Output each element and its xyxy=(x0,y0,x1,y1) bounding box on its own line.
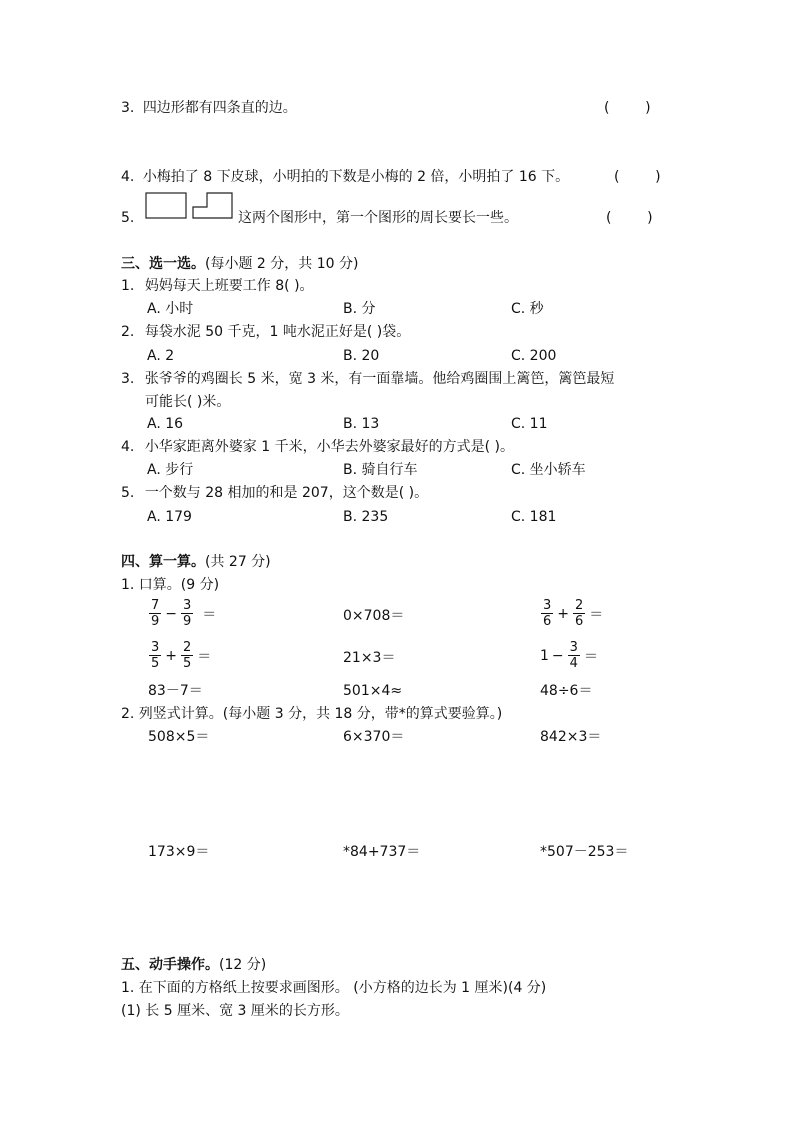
vertical-calc: 6×370＝ xyxy=(343,729,405,745)
question-text: 每袋水泥 50 千克，1 吨水泥正好是( )袋。 xyxy=(144,324,411,340)
drawing-question: 1. 在下面的方格纸上按要求画图形。 (小方格的边长为 1 厘米)(4 分) xyxy=(121,980,547,996)
mc-question-5 xyxy=(121,484,428,502)
answer-paren[interactable]: ( ) xyxy=(606,210,653,226)
option-b[interactable]: B. 骑自行车 xyxy=(343,462,418,478)
option-c[interactable]: C. 200 xyxy=(511,348,557,364)
question-text: 妈妈每天上班要工作 8( )。 xyxy=(144,278,314,294)
vertical-calc: *507－253＝ xyxy=(540,844,629,860)
option-a[interactable]: A. 179 xyxy=(147,509,192,525)
oral-calc: 0×708＝ xyxy=(343,608,405,624)
tf-item-5-text: 这两个图形中，第一个图形的周长要长一些。 xyxy=(238,210,518,226)
question-text: 一个数与 28 相加的和是 207，这个数是( )。 xyxy=(144,485,429,501)
operator: + xyxy=(557,605,570,622)
answer-paren[interactable]: ( ) xyxy=(604,100,651,116)
mc-question-3 xyxy=(121,370,614,388)
equals-sign: ＝ xyxy=(589,606,604,623)
tf-item-4 xyxy=(121,168,569,186)
option-b[interactable]: B. 13 xyxy=(343,416,380,432)
section-4-heading xyxy=(121,553,271,571)
oral-calc-fraction xyxy=(540,598,606,629)
whole-number: 1 xyxy=(540,647,549,664)
item-number: 4. xyxy=(121,169,135,185)
oral-calc-fraction xyxy=(148,640,214,671)
question-number: 3. xyxy=(121,371,135,387)
oral-calc-fraction xyxy=(148,598,219,629)
option-c[interactable]: C. 11 xyxy=(511,416,548,432)
item-text: 四边形都有四条直的边。 xyxy=(142,100,297,116)
tf-item-5-number: 5. xyxy=(121,210,135,226)
rectangle-shape xyxy=(146,193,186,218)
oral-calc: 21×3＝ xyxy=(343,650,396,666)
answer-paren[interactable]: ( ) xyxy=(614,169,661,185)
question-number: 4. xyxy=(121,439,135,455)
section-5-heading xyxy=(121,956,266,974)
mc-question-1 xyxy=(121,277,314,295)
vertical-calc-heading: 2. 列竖式计算。(每小题 3 分，共 18 分，带*的算式要验算。) xyxy=(121,706,503,722)
option-a[interactable]: A. 2 xyxy=(147,348,175,364)
step-shape xyxy=(193,193,232,218)
vertical-calc: *84+737＝ xyxy=(343,844,421,860)
question-number: 1. xyxy=(121,278,135,294)
option-b[interactable]: B. 235 xyxy=(343,509,389,525)
mc-question-4 xyxy=(121,438,514,456)
tf-item-3 xyxy=(121,99,297,117)
section-note: (共 27 分) xyxy=(205,554,271,570)
section-note: (每小题 2 分，共 10 分) xyxy=(205,256,359,272)
question-text: 张爷爷的鸡圈长 5 米，宽 3 米，有一面靠墙。他给鸡圈围上篱笆，篱笆最短 xyxy=(144,371,615,387)
operator: + xyxy=(165,647,178,664)
option-c[interactable]: C. 秒 xyxy=(511,301,544,317)
mc-question-2 xyxy=(121,323,410,341)
option-a[interactable]: A. 16 xyxy=(147,416,184,432)
equals-sign: ＝ xyxy=(583,648,598,665)
oral-calc-heading: 1. 口算。(9 分) xyxy=(121,577,220,593)
vertical-calc: 173×9＝ xyxy=(148,844,210,860)
section-title: 五、动手操作。 xyxy=(121,957,219,973)
section-title: 三、选一选。 xyxy=(121,256,205,272)
fraction: $\frac{2}{6}$ xyxy=(575,598,584,629)
item-text: 小梅拍了 8 下皮球，小明拍的下数是小梅的 2 倍，小明拍了 16 下。 xyxy=(142,169,570,185)
oral-calc: 48÷6＝ xyxy=(540,683,593,699)
option-c[interactable]: C. 181 xyxy=(511,509,557,525)
option-c[interactable]: C. 坐小轿车 xyxy=(511,462,586,478)
question-text-continued: 可能长( )米。 xyxy=(145,394,231,410)
vertical-calc: 508×5＝ xyxy=(148,729,210,745)
section-3-heading xyxy=(121,255,358,273)
oral-calc: 501×4≈ xyxy=(343,683,403,699)
vertical-calc: 842×3＝ xyxy=(540,729,602,745)
option-b[interactable]: B. 分 xyxy=(343,301,376,317)
option-b[interactable]: B. 20 xyxy=(343,348,380,364)
oral-calc-fraction xyxy=(540,640,601,671)
equals-sign: ＝ xyxy=(197,648,212,665)
fraction: $\frac{3}{9}$ xyxy=(183,598,192,629)
fraction: $\frac{7}{9}$ xyxy=(151,598,160,629)
equals-sign: ＝ xyxy=(202,606,217,623)
shapes-figure xyxy=(145,192,235,220)
option-a[interactable]: A. 步行 xyxy=(147,462,194,478)
oral-calc: 83－7＝ xyxy=(148,683,203,699)
question-number: 5. xyxy=(121,485,135,501)
fraction: $\frac{3}{5}$ xyxy=(151,640,160,671)
fraction: $\frac{2}{5}$ xyxy=(183,640,192,671)
section-title: 四、算一算。 xyxy=(121,554,205,570)
section-note: (12 分) xyxy=(219,957,267,973)
question-number: 2. xyxy=(121,324,135,340)
question-text: 小华家距离外婆家 1 千米，小华去外婆家最好的方式是( )。 xyxy=(144,439,514,455)
fraction: $\frac{3}{4}$ xyxy=(569,640,578,671)
drawing-subquestion: (1) 长 5 厘米、宽 3 厘米的长方形。 xyxy=(121,1003,349,1019)
operator: − xyxy=(165,605,178,622)
option-a[interactable]: A. 小时 xyxy=(147,301,194,317)
item-number: 3. xyxy=(121,100,135,116)
fraction: $\frac{3}{6}$ xyxy=(543,598,552,629)
operator: − xyxy=(551,647,564,664)
